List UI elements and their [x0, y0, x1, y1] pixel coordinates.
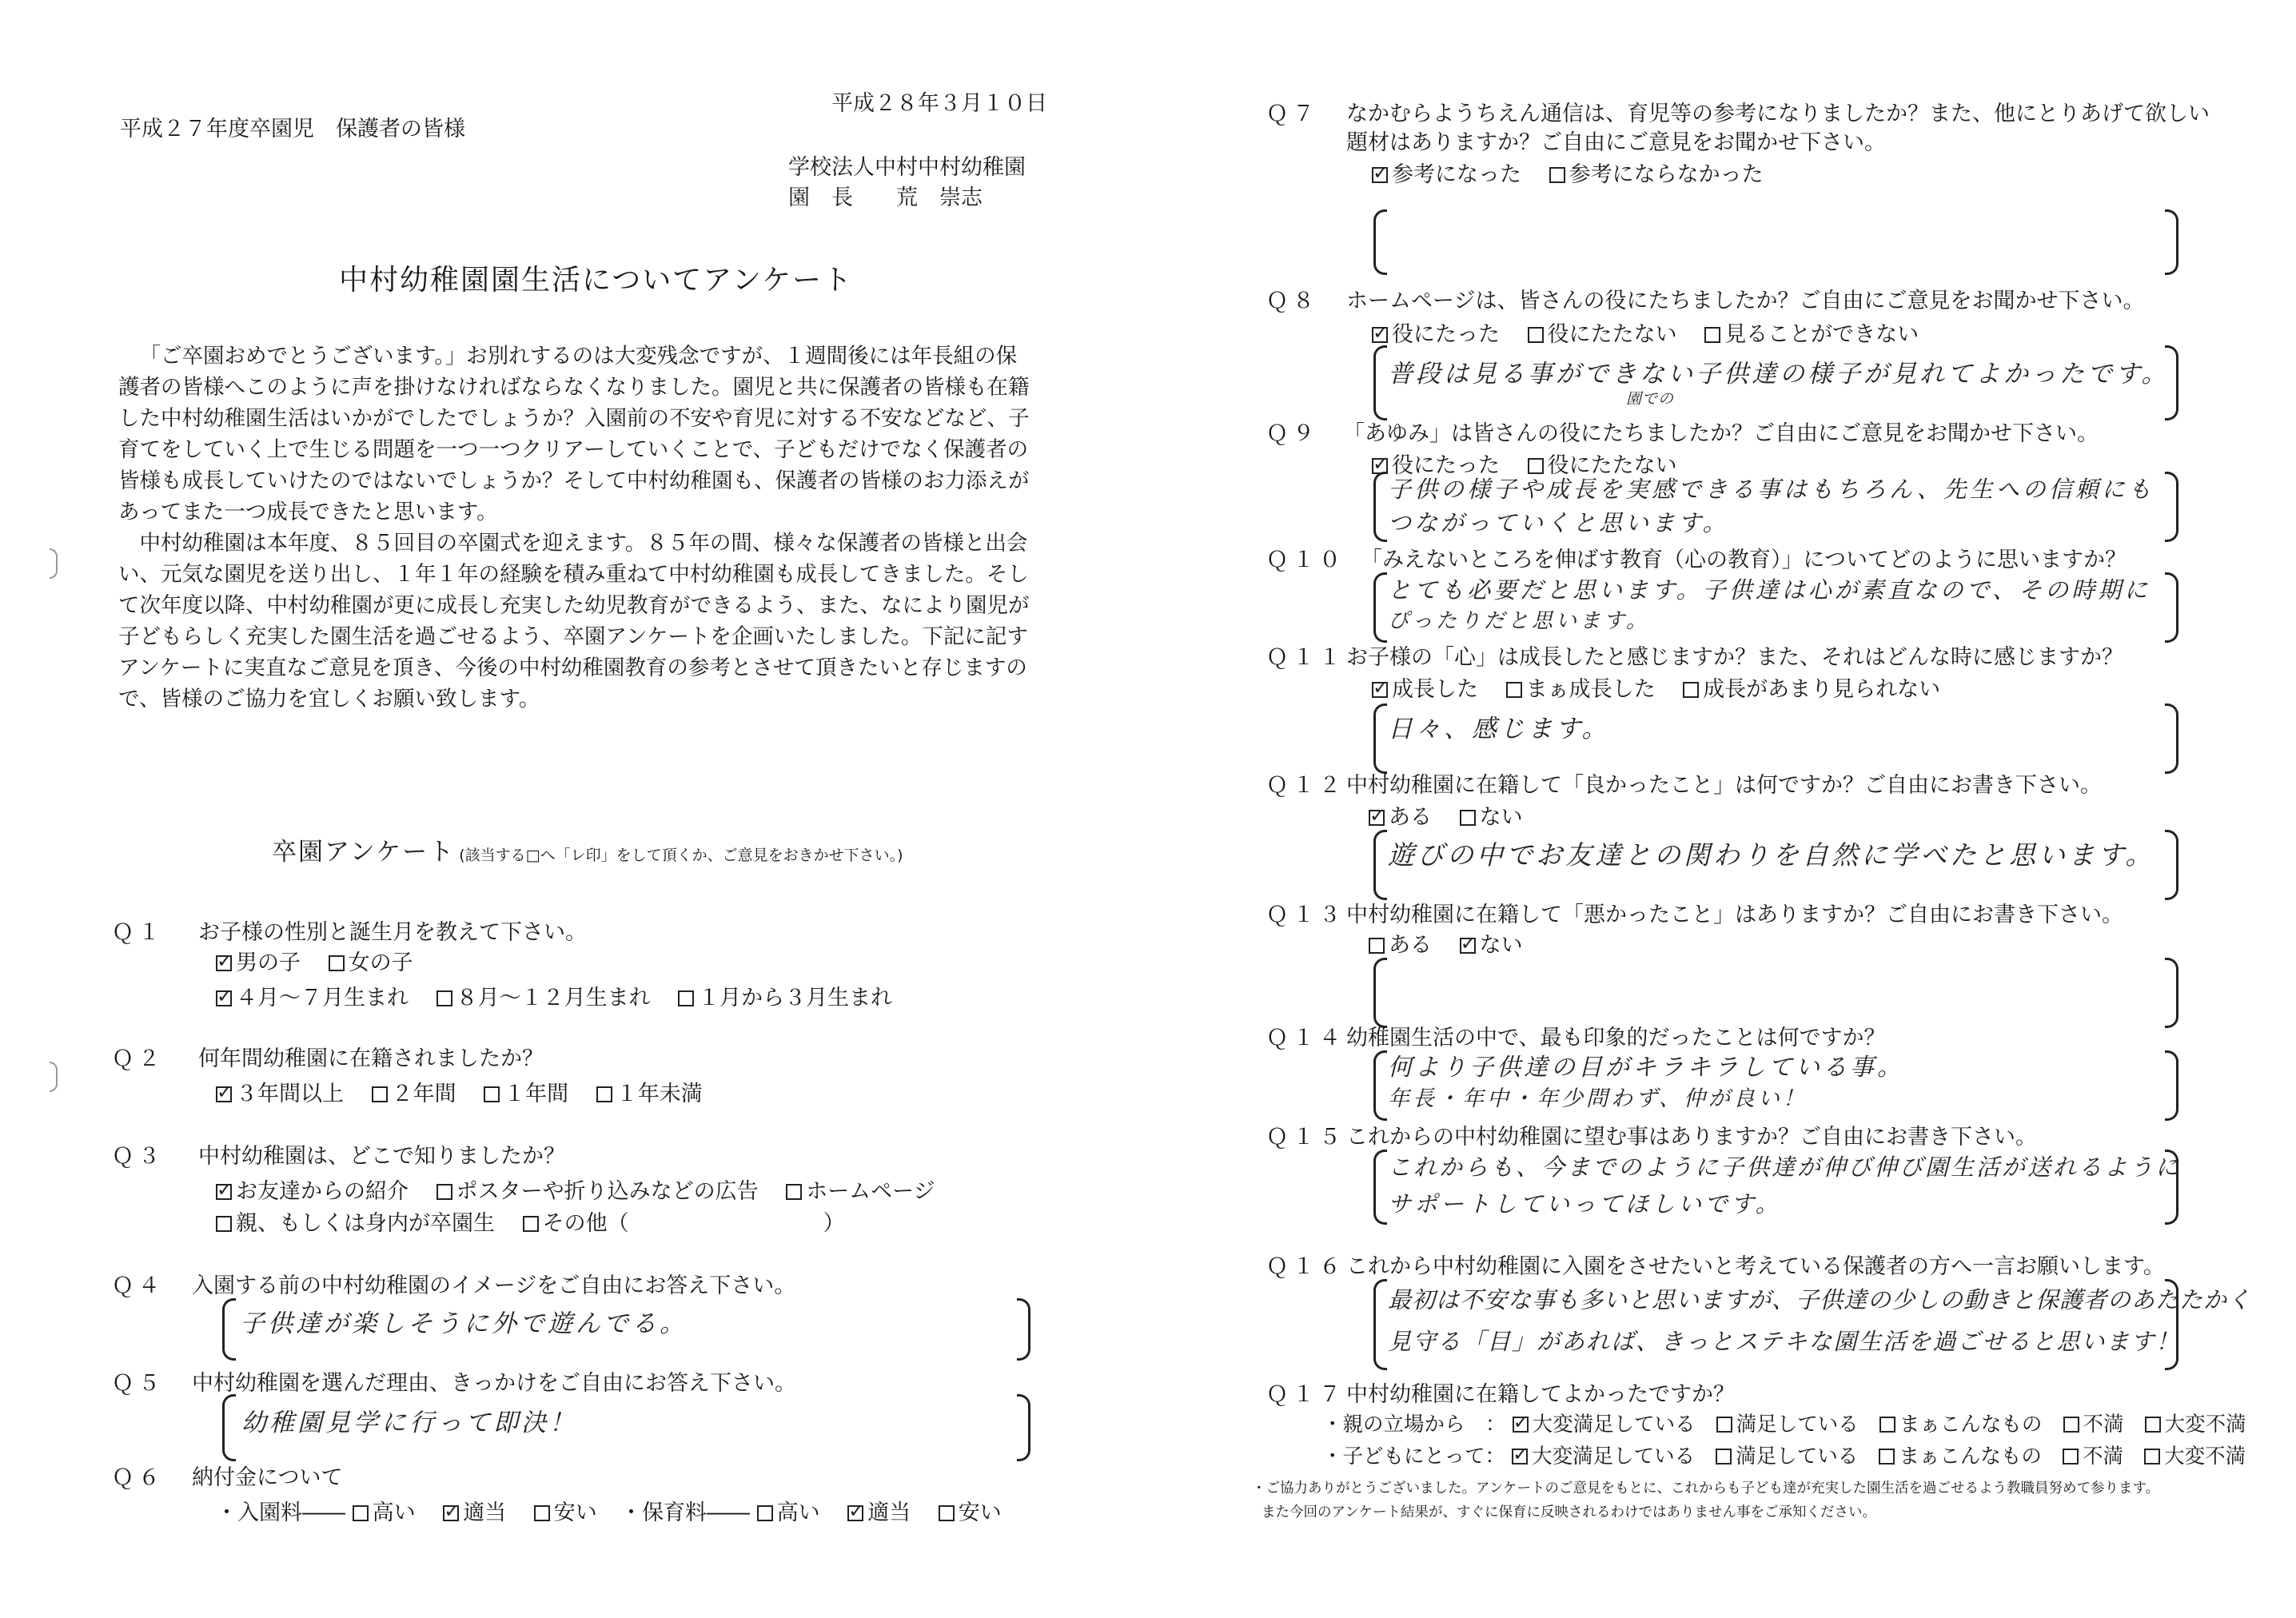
q17-parent-so-so[interactable]: まぁこんなもの: [1879, 1409, 2043, 1437]
answer-bracket-left: [222, 1298, 236, 1361]
answer-bracket-right: [1017, 1394, 1030, 1461]
q3-options-row1: [216, 1174, 956, 1205]
q1-number: Ｑ１: [112, 920, 165, 945]
q8-answer-insert: 園での: [1626, 390, 1675, 408]
checkbox-icon: [678, 990, 694, 1006]
q11-answer[interactable]: 日々、感じます。: [1388, 715, 1610, 743]
checkbox-icon: [2063, 1449, 2079, 1465]
q2-option-under-1yr[interactable]: １年未満: [596, 1076, 703, 1107]
checkbox-icon: [1879, 1449, 1895, 1465]
checkbox-checked-icon: [216, 955, 232, 971]
footer-note-2: また今回のアンケート結果が、すぐに保育に反映されるわけではありません事をご承知ください。: [1262, 1504, 1876, 1520]
q1-option-girl[interactable]: 女の子: [329, 945, 413, 976]
q6-options-entrance-fee: [216, 1495, 618, 1526]
q12-options: [1369, 799, 1544, 831]
q9-option-useful[interactable]: ✓役にたった: [1372, 448, 1500, 479]
answer-bracket-right: [2165, 572, 2178, 643]
checkbox-icon: [786, 1184, 802, 1200]
q16-number: Ｑ１６: [1266, 1254, 1345, 1279]
checkbox-checked-icon: [1372, 167, 1388, 183]
q10-text: 「みえないところを伸ばす教育（心の教育）」についてどのように思いますか？: [1361, 548, 2127, 572]
q1-option-aug-dec[interactable]: ８月～１２月生まれ: [436, 980, 651, 1011]
q2-option-3yrs[interactable]: ✓３年間以上: [216, 1076, 344, 1107]
q17-child-very-dissatisfied[interactable]: 大変不満: [2144, 1441, 2246, 1469]
survey-heading-row: [272, 831, 903, 867]
q3-option-friend[interactable]: ✓お友達からの紹介: [216, 1174, 409, 1205]
checkbox-icon: [757, 1505, 773, 1521]
q1-options-month: [216, 980, 913, 1011]
q17-parent-very-dissatisfied[interactable]: 大変不満: [2145, 1409, 2246, 1437]
q1-options-gender: [216, 945, 434, 976]
checkbox-icon: [484, 1086, 500, 1102]
page-title: 中村幼稚園園生活についてアンケート: [339, 264, 854, 297]
q3-option-family[interactable]: 親、もしくは身内が卒園生: [216, 1206, 495, 1237]
q9-option-not-useful[interactable]: 役にたたない: [1528, 448, 1677, 479]
q11-option-little-growth[interactable]: 成長があまり見られない: [1683, 672, 1940, 703]
q5-answer[interactable]: 幼稚園見学に行って即決！: [241, 1409, 577, 1437]
answer-bracket-left: [1373, 1279, 1387, 1370]
q7-option-helpful[interactable]: ✓参考になった: [1372, 157, 1521, 188]
q8-option-cannot-view[interactable]: 見ることができない: [1704, 317, 1919, 348]
q6-tuition-ok[interactable]: ✓ 適当: [847, 1495, 911, 1526]
q17-child-label: ・子どもにとって：: [1322, 1445, 1505, 1469]
checkbox-icon: [1549, 167, 1565, 183]
q6-tuition-label: ・保育料――: [620, 1500, 750, 1525]
checkbox-icon: [436, 990, 452, 1006]
q14-answer-line1[interactable]: 何より子供達の目がキラキラしている事。: [1388, 1054, 1904, 1082]
intro-paragraph-2: 中村幼稚園は本年度、８５回目の卒園式を迎えます。８５年の間、様々な保護者の皆様と出会い、元気な園児を送り出し、１年１年の経験を積み重ねて中村幼稚園も成長してきました。そして次年度以降、中村幼稚園が更に成長し充実した幼児教育ができるよう、また、なにより園児が子どもらしく充実した園生活を過ごせるよう、卒園アンケートを企画いたしました。下記に記すアンケートに実直なご意見を頂き、今後の中村幼稚園教育の参考とさせて頂きたいと存じますので、皆様のご協力を宜しくお願い致します。: [118, 531, 1030, 711]
checkbox-icon: [1528, 327, 1544, 343]
q8-text: ホームページは、皆さんの役にたちましたか？ご自由にご意見をお聞かせ下さい。: [1346, 289, 2145, 313]
q15-text: これからの中村幼稚園に望む事はありますか？ご自由にお書き下さい。: [1346, 1125, 2037, 1150]
q4-number: Ｑ４: [112, 1273, 165, 1298]
q11-text: お子様の「心」は成長したと感じますか？また、それはどんな時に感じますか？: [1346, 645, 2123, 670]
addressee: 平成２７年度卒園児 保護者の皆様: [120, 117, 465, 141]
q9-answer-line2[interactable]: つながっていくと思います。: [1388, 509, 1729, 536]
q13-number: Ｑ１３: [1266, 903, 1345, 927]
checkbox-checked-icon: [1513, 1417, 1529, 1433]
answer-bracket-right: [2165, 209, 2178, 275]
q1-option-boy[interactable]: ✓男の子: [216, 945, 301, 976]
q5-text: 中村幼稚園を選んだ理由、きっかけをご自由にお答え下さい。: [192, 1371, 796, 1396]
checkbox-icon: [534, 1505, 550, 1521]
q13-options: [1369, 927, 1544, 958]
answer-bracket-right: [2165, 1050, 2178, 1121]
checkbox-icon: [1460, 810, 1476, 826]
q6-tuition-low[interactable]: 安い: [939, 1495, 1002, 1526]
checkbox-icon: [1716, 1417, 1732, 1433]
checkbox-icon: [2145, 1417, 2161, 1433]
q6-number: Ｑ６: [112, 1465, 165, 1490]
answer-bracket-left: [1373, 572, 1387, 643]
answer-bracket-right: [2165, 958, 2178, 1028]
q12-answer[interactable]: 遊びの中でお友達との関わりを自然に学べたと思います。: [1388, 839, 2155, 871]
q3-number: Ｑ３: [112, 1144, 165, 1169]
q17-parent-satisfied[interactable]: 満足している: [1716, 1409, 1859, 1437]
checkbox-icon: [1704, 327, 1720, 343]
q13-option-yes[interactable]: ある: [1369, 927, 1432, 958]
q8-options: [1372, 317, 1939, 348]
q3-text: 中村幼稚園は、どこで知りましたか？: [198, 1144, 565, 1169]
margin-mark: [50, 1062, 58, 1092]
q10-answer-line1[interactable]: とても必要だと思います。子供達は心が素直なので、その時期に: [1388, 576, 2151, 604]
q17-child-satisfied[interactable]: 満足している: [1716, 1441, 1858, 1469]
answer-bracket-left: [1373, 1050, 1387, 1121]
q6-entrance-high[interactable]: 高い: [353, 1495, 416, 1526]
checkbox-checked-icon: [216, 1086, 232, 1102]
checkbox-icon: [353, 1505, 369, 1521]
q6-options-tuition: [620, 1495, 1022, 1526]
q16-text: これから中村幼稚園に入園をさせたいと考えている保護者の方へ一言お願いします。: [1346, 1254, 2165, 1279]
q13-option-no[interactable]: ✓ ない: [1460, 927, 1523, 958]
q6-entrance-ok[interactable]: ✓ 適当: [443, 1495, 506, 1526]
q6-entrance-low[interactable]: 安い: [534, 1495, 597, 1526]
q2-option-1yr[interactable]: １年間: [484, 1076, 568, 1107]
q7-options: [1372, 157, 1784, 188]
q9-answer-line1[interactable]: 子供の様子や成長を実感できる事はもちろん、先生への信頼にも: [1388, 476, 2154, 503]
survey-heading: 卒園アンケート: [272, 838, 456, 867]
q12-option-yes[interactable]: ✓ある: [1369, 799, 1432, 831]
q16-answer-line1[interactable]: 最初は不安な事も多いと思いますが、子供達の少しの動きと保護者のあたたかく: [1388, 1286, 2252, 1313]
q15-answer-line2[interactable]: サポートしていってほしいです。: [1388, 1190, 1782, 1217]
q10-number: Ｑ１０: [1266, 548, 1345, 572]
answer-bracket-left: [1373, 472, 1387, 542]
q17-parent-dissatisfied[interactable]: 不満: [2063, 1409, 2124, 1437]
q6-entrance-fee-label: ・入園料――: [216, 1500, 345, 1525]
q17-options-child: [1322, 1441, 2246, 1469]
checkbox-checked-icon: [216, 1184, 232, 1200]
q9-number: Ｑ９: [1266, 421, 1319, 446]
q6-text: 納付金について: [192, 1465, 343, 1490]
q8-number: Ｑ８: [1266, 289, 1319, 313]
checkbox-checked-icon: [847, 1505, 863, 1521]
answer-bracket-left: [1373, 209, 1387, 275]
q12-text: 中村幼稚園に在籍して「良かったこと」は何ですか？ご自由にお書き下さい。: [1346, 773, 2102, 798]
checkbox-icon: [939, 1505, 955, 1521]
q5-number: Ｑ５: [112, 1371, 165, 1396]
q9-text: 「あゆみ」は皆さんの役にたちましたか？ご自由にご意見をお聞かせ下さい。: [1343, 421, 2099, 446]
q17-number: Ｑ１７: [1266, 1382, 1345, 1407]
q17-child-very-satisfied[interactable]: ✓ 大変満足している: [1512, 1441, 1695, 1469]
q7-number: Ｑ７: [1266, 102, 1319, 126]
checkbox-checked-icon: [1372, 327, 1388, 343]
q2-text: 何年間幼稚園に在籍されましたか？: [198, 1046, 544, 1071]
answer-bracket-left: [1373, 703, 1387, 774]
q8-option-not-useful[interactable]: 役にたたない: [1528, 317, 1677, 348]
q11-number: Ｑ１１: [1266, 645, 1345, 670]
checkbox-icon: [216, 1216, 232, 1232]
q15-answer-line1[interactable]: これからも、今までのように子供達が伸び伸び園生活が送れるように: [1388, 1154, 2182, 1181]
checkbox-icon: [2063, 1417, 2079, 1433]
q8-answer[interactable]: 普段は見る事ができない子供達の様子が見れてよかったです。: [1388, 360, 2170, 389]
q1-option-apr-jul[interactable]: ✓４月～７月生まれ: [216, 980, 409, 1011]
q3-option-other[interactable]: その他（ ）: [523, 1206, 845, 1237]
checkbox-icon: [1879, 1417, 1895, 1433]
answer-bracket-left: [222, 1394, 236, 1461]
q12-number: Ｑ１２: [1266, 773, 1345, 798]
q4-answer[interactable]: 子供達が楽しそうに外で遊んでる。: [240, 1309, 688, 1338]
answer-bracket-left: [1373, 830, 1387, 900]
answer-bracket-left: [1373, 345, 1387, 420]
checkbox-icon: [596, 1086, 612, 1102]
q11-options: [1372, 672, 1961, 703]
answer-bracket-right: [2165, 703, 2178, 774]
issue-date: 平成２８年３月１０日: [831, 91, 1047, 116]
q3-option-homepage[interactable]: ホームページ: [786, 1174, 935, 1205]
footer-note-1: ・ご協力ありがとうございました。アンケートのご意見をもとに、これからも子ども達が充実した園生活を過ごせるよう教職員努めて参ります。: [1252, 1481, 2160, 1496]
q1-option-jan-mar[interactable]: １月から３月生まれ: [678, 980, 892, 1011]
intro-paragraph-1: 「ご卒園おめでとうございます。」お別れするのは大変残念ですが、１週間後には年長組の保護者の皆様へこのように声を掛けなければならなくなりました。園児と共に保護者の皆様も在籍した中村幼稚園生活はいかがでしたでしょうか？入園前の不安や育児に対する不安などなど、子育てをしていく上で生じる問題を一つ一つクリアーしていくことで、子どもだけでなく保護者の皆様も成長していけたのではないでしょうか？そして中村幼稚園も、保護者の皆様のお力添えがあってまた一つ成長できたと思います。: [118, 344, 1030, 524]
q2-option-2yrs[interactable]: ２年間: [372, 1076, 456, 1107]
director: 園 長 荒 崇志: [788, 185, 983, 210]
margin-mark: [50, 548, 58, 579]
checkbox-icon: [372, 1086, 388, 1102]
q7-option-not-helpful[interactable]: 参考にならなかった: [1549, 157, 1764, 188]
q8-option-useful[interactable]: ✓役にたった: [1372, 317, 1500, 348]
q7-text-line1: なかむらようちえん通信は、育児等の参考になりましたか？また、他にとりあげて欲しい: [1346, 102, 2210, 126]
answer-bracket-right: [2165, 472, 2178, 542]
q17-options-parent: [1322, 1409, 2246, 1437]
q17-parent-label: ・親の立場から ：: [1322, 1413, 1506, 1437]
q17-child-so-so[interactable]: まぁこんなもの: [1879, 1441, 2042, 1469]
checkbox-icon: [436, 1184, 452, 1200]
checkbox-icon: [1683, 682, 1699, 698]
q11-option-somewhat-grew[interactable]: まぁ成長した: [1506, 672, 1656, 703]
q3-options-row2: [216, 1206, 866, 1237]
answer-bracket-left: [1373, 958, 1387, 1028]
q14-answer-line2[interactable]: 年長・年中・年少問わず、仲が良い！: [1388, 1086, 1808, 1111]
checkbox-checked-icon: [1512, 1449, 1528, 1465]
survey-instruction: (該当する□へ「レ印」をして頂くか、ご意見をおきかせ下さい。): [459, 847, 903, 864]
checkbox-checked-icon: [1369, 810, 1385, 826]
q1-text: お子様の性別と誕生月を教えて下さい。: [198, 920, 587, 945]
checkbox-checked-icon: [1372, 682, 1388, 698]
checkbox-checked-icon: [443, 1505, 459, 1521]
checkbox-checked-icon: [216, 990, 232, 1006]
intro-text: [118, 341, 1038, 715]
answer-bracket-right: [1017, 1298, 1030, 1361]
q2-options: [216, 1076, 723, 1107]
q4-text: 入園する前の中村幼稚園のイメージをご自由にお答え下さい。: [192, 1273, 796, 1298]
q6-tuition-high[interactable]: 高い: [757, 1495, 820, 1526]
checkbox-checked-icon: [1460, 938, 1476, 954]
checkbox-icon: [1506, 682, 1522, 698]
q16-answer-line2[interactable]: 見守る「目」があれば、きっとステキな園生活を過ごせると思います！: [1388, 1328, 2181, 1355]
checkbox-icon: [2144, 1449, 2160, 1465]
organization: 学校法人中村中村幼稚園: [788, 155, 1026, 180]
q10-answer-line2[interactable]: ぴったりだと思います。: [1388, 609, 1650, 633]
q14-text: 幼稚園生活の中で、最も印象的だったことは何ですか？: [1346, 1026, 1886, 1050]
checkbox-icon: [523, 1216, 539, 1232]
q12-option-no[interactable]: ない: [1460, 799, 1523, 831]
q14-number: Ｑ１４: [1266, 1026, 1345, 1050]
q15-number: Ｑ１５: [1266, 1125, 1345, 1150]
right-page: [1148, 0, 2296, 1618]
answer-bracket-right: [2165, 830, 2178, 900]
checkbox-icon: [1716, 1449, 1732, 1465]
q3-option-poster[interactable]: ポスターや折り込みなどの広告: [436, 1174, 759, 1205]
q13-text: 中村幼稚園に在籍して「悪かったこと」はありますか？ご自由にお書き下さい。: [1346, 903, 2123, 927]
q7-text-line2: 題材はありますか？ご自由にご意見をお聞かせ下さい。: [1346, 130, 1886, 155]
q17-parent-very-satisfied[interactable]: ✓ 大変満足している: [1513, 1409, 1696, 1437]
q17-child-dissatisfied[interactable]: 不満: [2063, 1441, 2123, 1469]
q11-option-grew[interactable]: ✓成長した: [1372, 672, 1478, 703]
checkbox-icon: [1369, 938, 1385, 954]
q17-text: 中村幼稚園に在籍してよかったですか？: [1346, 1382, 1735, 1407]
checkbox-icon: [329, 955, 345, 971]
answer-bracket-left: [1373, 1150, 1387, 1225]
q2-number: Ｑ２: [112, 1046, 165, 1071]
